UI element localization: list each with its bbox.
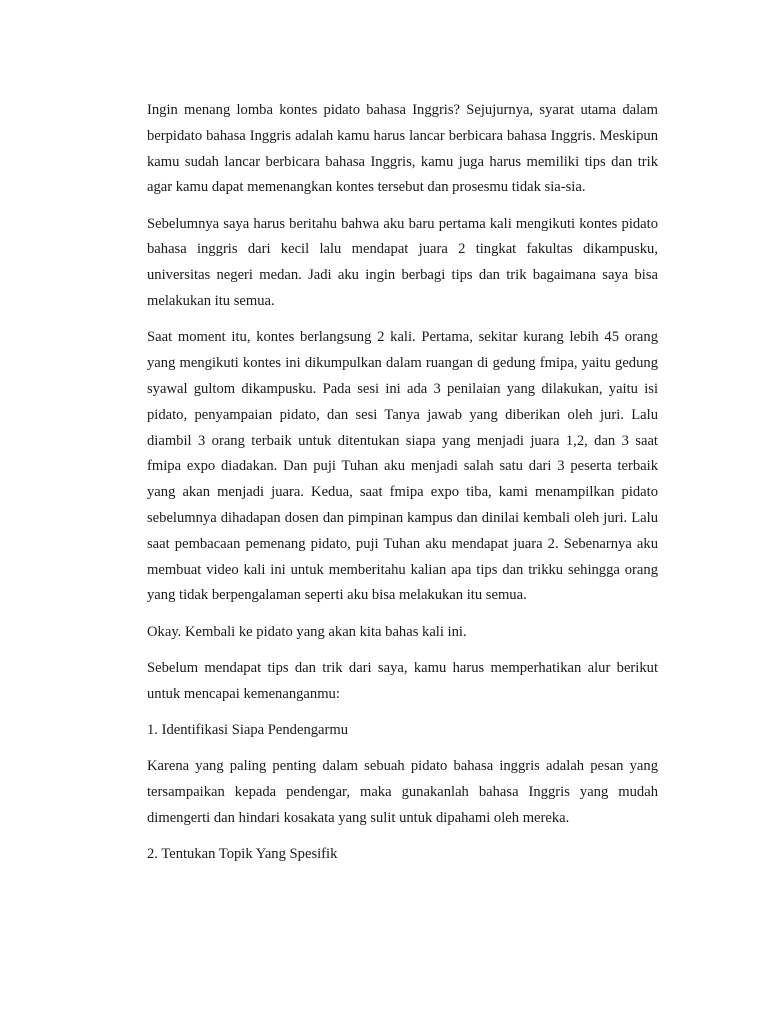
paragraph-flow-intro: Sebelum mendapat tips dan trik dari saya, kamu harus memperhatikan alur berikut untuk mencapai kemenanganmu: xyxy=(147,659,658,702)
section-heading-1: 1. Identifikasi Siapa Pendengarmu xyxy=(147,722,349,739)
paragraph-audience: Karena yang paling penting dalam sebuah pidato bahasa inggris adalah pesan yang tersampaikan kepada pendengar, maka gunakanlah bahasa Inggris yang mudah dimengerti dan hindari kosakata yang sulit untuk dipahami oleh mereka. xyxy=(147,758,658,826)
section-heading-2: 2. Tentukan Topik Yang Spesifik xyxy=(147,846,338,863)
paragraph-intro: Ingin menang lomba kontes pidato bahasa Inggris? Sejujurnya, syarat utama dalam berpidato bahasa Inggris adalah kamu harus lancar berbicara bahasa Inggris. Meskipun kamu sudah lancar berbicara bahasa Inggris, kamu juga harus memiliki tips dan trik agar kamu dapat memenangkan kontes tersebut dan prosesmu tidak sia-sia. xyxy=(147,102,658,196)
paragraph-transition: Okay. Kembali ke pidato yang akan kita bahas kali ini. xyxy=(147,623,467,640)
paragraph-contest-story: Saat moment itu, kontes berlangsung 2 kali. Pertama, sekitar kurang lebih 45 orang yang mengikuti kontes ini dikumpulkan dalam ruangan di gedung fmipa, yaitu gedung syawal gultom dikampusku. Pada sesi ini ada 3 penilaian yang dilakukan, yaitu isi pidato, penyampaian pidato, dan sesi Tanya jawab yang diberikan oleh juri. Lalu diambil 3 orang terbaik untuk ditentukan siapa yang menjadi juara 1,2, dan 3 saat fmipa expo diadakan. Dan puji Tuhan aku menjadi salah satu dari 3 peserta terbaik yang akan menjadi juara. Kedua, saat fmipa expo tiba, kami menampilkan pidato sebelumnya dihadapan dosen dan pimpinan kampus dan dinilai kembali oleh juri. Lalu saat pembacaan pemenang pidato, puji Tuhan aku mendapat juara 2. Sebenarnya aku membuat video kali ini untuk memberitahu kalian apa tips dan trikku sehingga orang yang tidak berpengalaman seperti aku bisa melakukan itu semua. xyxy=(147,329,658,604)
document-page xyxy=(147,98,658,879)
paragraph-background: Sebelumnya saya harus beritahu bahwa aku baru pertama kali mengikuti kontes pidato bahasa inggris dari kecil lalu mendapat juara 2 tingkat fakultas dikampusku, universitas negeri medan. Jadi aku ingin berbagi tips dan trik bagaimana saya bisa melakukan itu semua. xyxy=(147,215,658,310)
